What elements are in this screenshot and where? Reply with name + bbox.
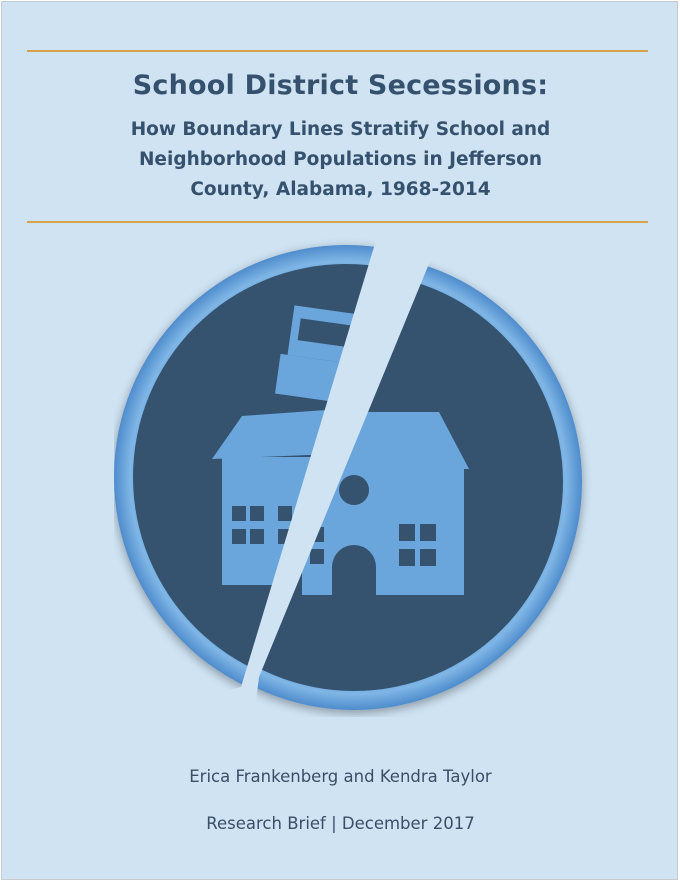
report-cover <box>1 1 678 880</box>
broken-school-emblem-icon <box>114 237 594 717</box>
subtitle-line-3: County, Alabama, 1968-2014 <box>190 179 491 200</box>
report-authors: Erica Frankenberg and Kendra Taylor <box>189 767 492 786</box>
publication-line: Research Brief | December 2017 <box>206 814 475 833</box>
top-gold-rule <box>27 50 648 52</box>
report-title: School District Secessions: <box>132 70 549 101</box>
bottom-gold-rule <box>27 221 648 223</box>
subtitle-line-2: Neighborhood Populations in Jefferson <box>138 149 543 170</box>
report-subtitle <box>2 115 678 205</box>
subtitle-line-1: How Boundary Lines Stratify School and <box>130 119 551 140</box>
